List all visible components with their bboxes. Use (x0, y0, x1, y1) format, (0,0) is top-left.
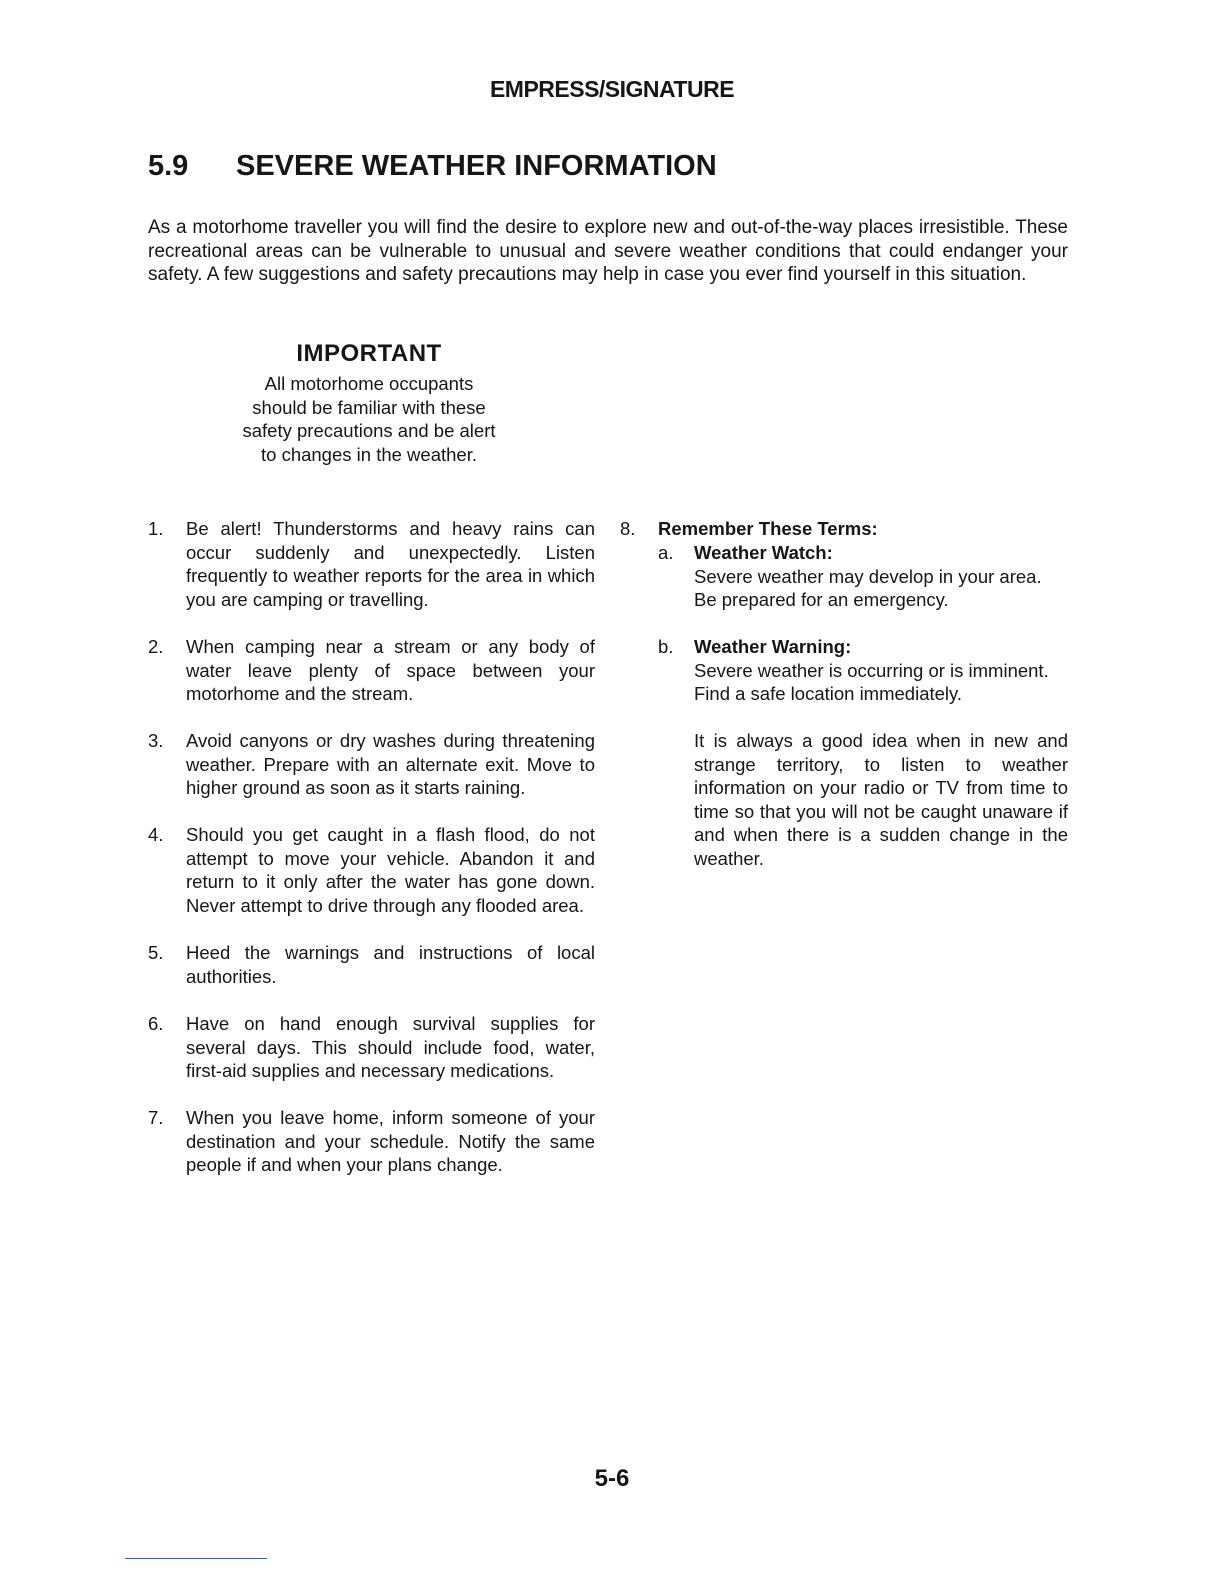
list-item-number: 6. (148, 1013, 164, 1034)
terms-heading-row (620, 517, 1068, 541)
term-description-line: Severe weather is occurring or is imminent. (694, 659, 1049, 681)
terms-heading: Remember These Terms: (658, 518, 878, 539)
list-item (148, 823, 595, 917)
list-item-text: Have on hand enough survival supplies for several days. This should include food, water, first-aid supplies and necessary medications. (186, 1013, 595, 1081)
list-item-number: 7. (148, 1107, 164, 1128)
term-description-line: Be prepared for an emergency. (694, 589, 949, 610)
term-letter: a. (658, 542, 674, 563)
important-body (224, 372, 514, 466)
terms-note-text: It is always a good idea when in new and strange territory, to listen to weather information on your radio or TV from time to time so that you will not be caught unaware if and when there is a sudden change in the weather. (694, 730, 1068, 869)
intro-paragraph: As a motorhome traveller you will find the desire to explore new and out-of-the-way places irresistible. These recreational areas can be vulnerable to unusual and severe weather conditions that could endanger your safety. A few suggestions and safety precautions may help in case you ever find yourself in this situation. (148, 217, 1068, 285)
important-line: All motorhome occupants (264, 373, 474, 394)
list-item-number: 2. (148, 636, 164, 657)
page-number: 5-6 (594, 1465, 630, 1492)
list-item-number: 5. (148, 942, 164, 963)
list-item-text: When you leave home, inform someone of your destination and your schedule. Notify the same people if and when your plans change. (186, 1107, 595, 1175)
list-item-text: Heed the warnings and instructions of local authorities. (186, 942, 595, 987)
document-header: EMPRESS/SIGNATURE (489, 76, 735, 102)
list-item (148, 1012, 595, 1083)
list-item-number: 1. (148, 518, 164, 539)
list-item (148, 1106, 595, 1177)
term-letter: b. (658, 636, 674, 657)
term-weather-warning (658, 635, 1068, 706)
list-item (148, 635, 595, 706)
term-name: Weather Warning: (694, 636, 852, 657)
term-description-line: Find a safe location immediately. (694, 683, 963, 704)
term-weather-watch (658, 541, 1068, 612)
important-line: safety precautions and be alert (242, 420, 496, 441)
list-item-text: Should you get caught in a flash flood, do not attempt to move your vehicle. Abandon it and return to it only after the water has gone down. Never attempt to drive through any flooded area. (186, 824, 595, 916)
list-item-text: Be alert! Thunderstorms and heavy rains can occur suddenly and unexpectedly. Listen frequently to weather reports for the area in which you are camping or travelling. (186, 518, 595, 610)
section-title (148, 150, 717, 183)
term-description-line: Severe weather may develop in your area. (694, 565, 1042, 587)
terms-note (658, 729, 1068, 870)
list-item-number: 3. (148, 730, 164, 751)
important-heading: IMPORTANT (296, 340, 442, 367)
list-item-number: 4. (148, 824, 164, 845)
term-name: Weather Watch: (694, 542, 833, 563)
important-line: should be familiar with these (252, 396, 486, 418)
list-item (148, 729, 595, 800)
footer-rule (125, 1558, 267, 1559)
list-item-text: When camping near a stream or any body of water leave plenty of space between your motorhome and the stream. (186, 636, 595, 704)
list-item (148, 517, 595, 611)
section-number: 5.9 (148, 150, 189, 182)
list-item (148, 941, 595, 988)
important-notice (224, 340, 514, 466)
section-title-text: SEVERE WEATHER INFORMATION (236, 150, 717, 182)
important-line: to changes in the weather. (261, 443, 477, 465)
list-item-text: Avoid canyons or dry washes during threatening weather. Prepare with an alternate exit. Move to higher ground as soon as it starts raining. (186, 730, 595, 798)
list-item-number: 8. (620, 518, 636, 539)
